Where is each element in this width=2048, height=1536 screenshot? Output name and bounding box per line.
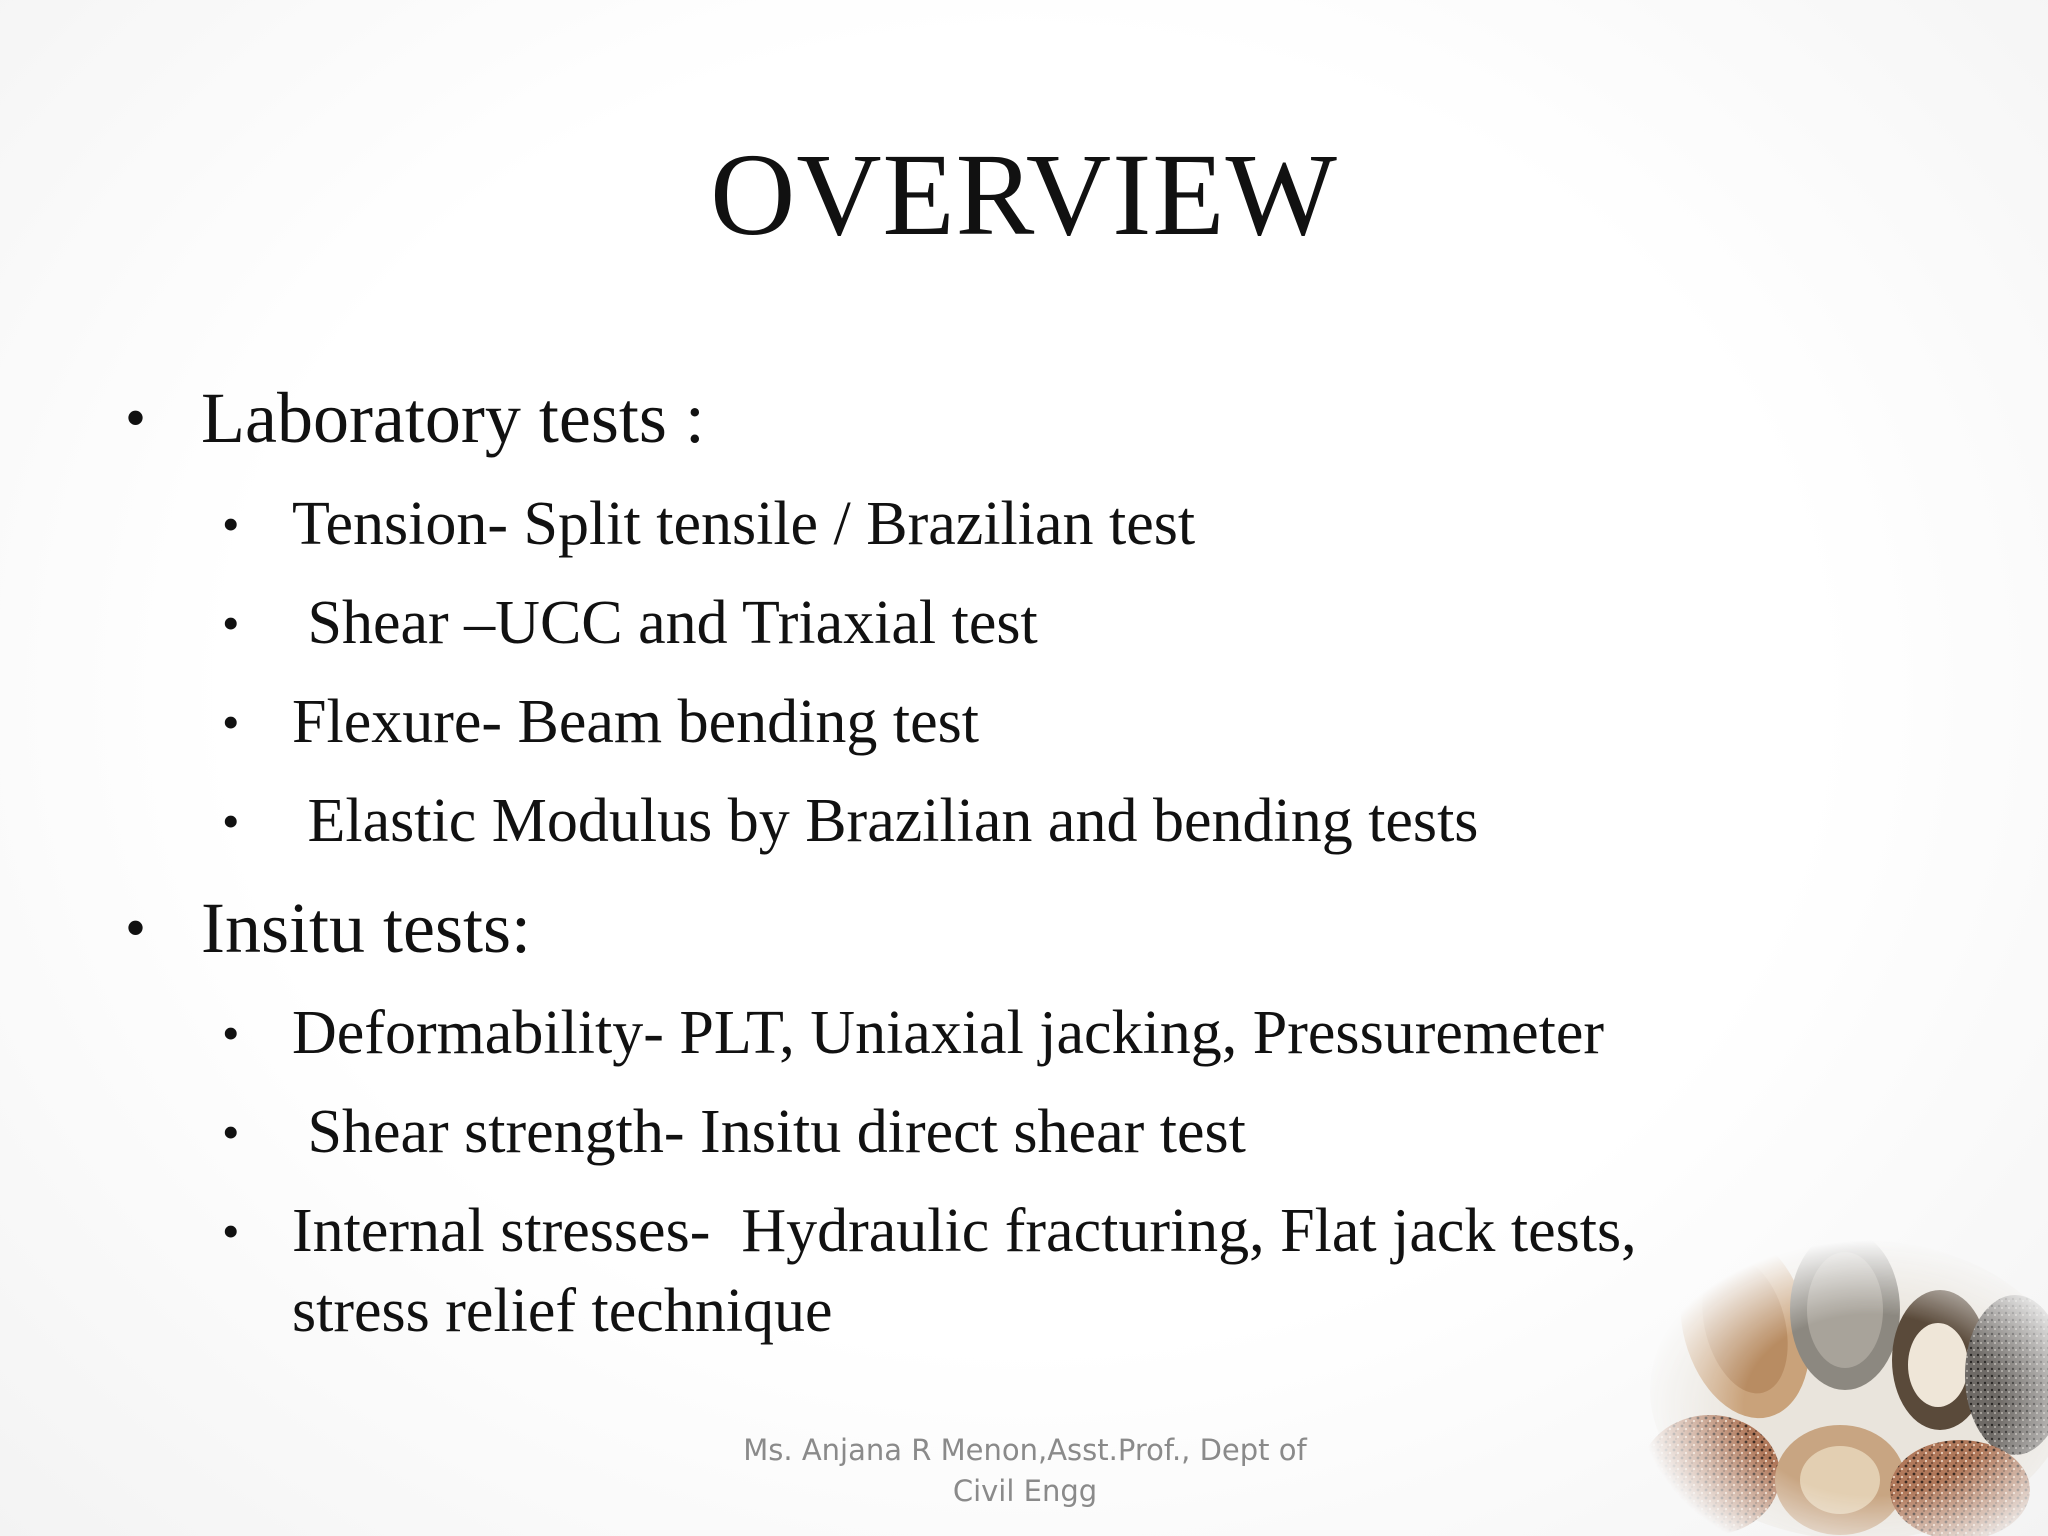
bullet-icon: • bbox=[222, 1203, 240, 1259]
sub-bullet-text: Elastic Modulus by Brazilian and bending tests bbox=[292, 787, 1479, 855]
bullet-icon: • bbox=[222, 1104, 240, 1160]
section-heading: Laboratory tests : bbox=[201, 378, 705, 458]
bullet-icon: • bbox=[222, 694, 240, 750]
bullet-icon: • bbox=[222, 793, 240, 849]
section-heading: Insitu tests: bbox=[201, 888, 532, 968]
footer-line-department: Civil Engg bbox=[952, 1474, 1098, 1508]
bullet-icon: • bbox=[125, 895, 147, 961]
bullet-icon: • bbox=[222, 1005, 240, 1061]
sub-bullet-text: Shear strength- Insitu direct shear test bbox=[292, 1098, 1246, 1166]
footer-line-author: Ms. Anjana R Menon,Asst.Prof., Dept of bbox=[743, 1433, 1307, 1467]
rock-samples-group bbox=[1640, 1240, 2048, 1536]
bullet-icon: • bbox=[222, 496, 240, 552]
bullet-icon: • bbox=[125, 385, 147, 451]
sub-bullet-text: Flexure- Beam bending test bbox=[292, 688, 979, 756]
slide-title: OVERVIEW bbox=[710, 129, 1338, 260]
sub-bullet-text: Deformability- PLT, Uniaxial jacking, Pressuremeter bbox=[292, 999, 1604, 1067]
sub-bullet-text: stress relief technique bbox=[292, 1277, 833, 1345]
sub-bullet-text: Internal stresses- Hydraulic fracturing, Flat jack tests, bbox=[292, 1197, 1637, 1265]
sub-bullet-text: Tension- Split tensile / Brazilian test bbox=[292, 490, 1196, 558]
bullet-icon: • bbox=[222, 595, 240, 651]
sub-bullet-text: Shear –UCC and Triaxial test bbox=[292, 589, 1038, 657]
rock-core-samples-image bbox=[1640, 1240, 2048, 1536]
slide-footer bbox=[700, 1430, 1350, 1512]
